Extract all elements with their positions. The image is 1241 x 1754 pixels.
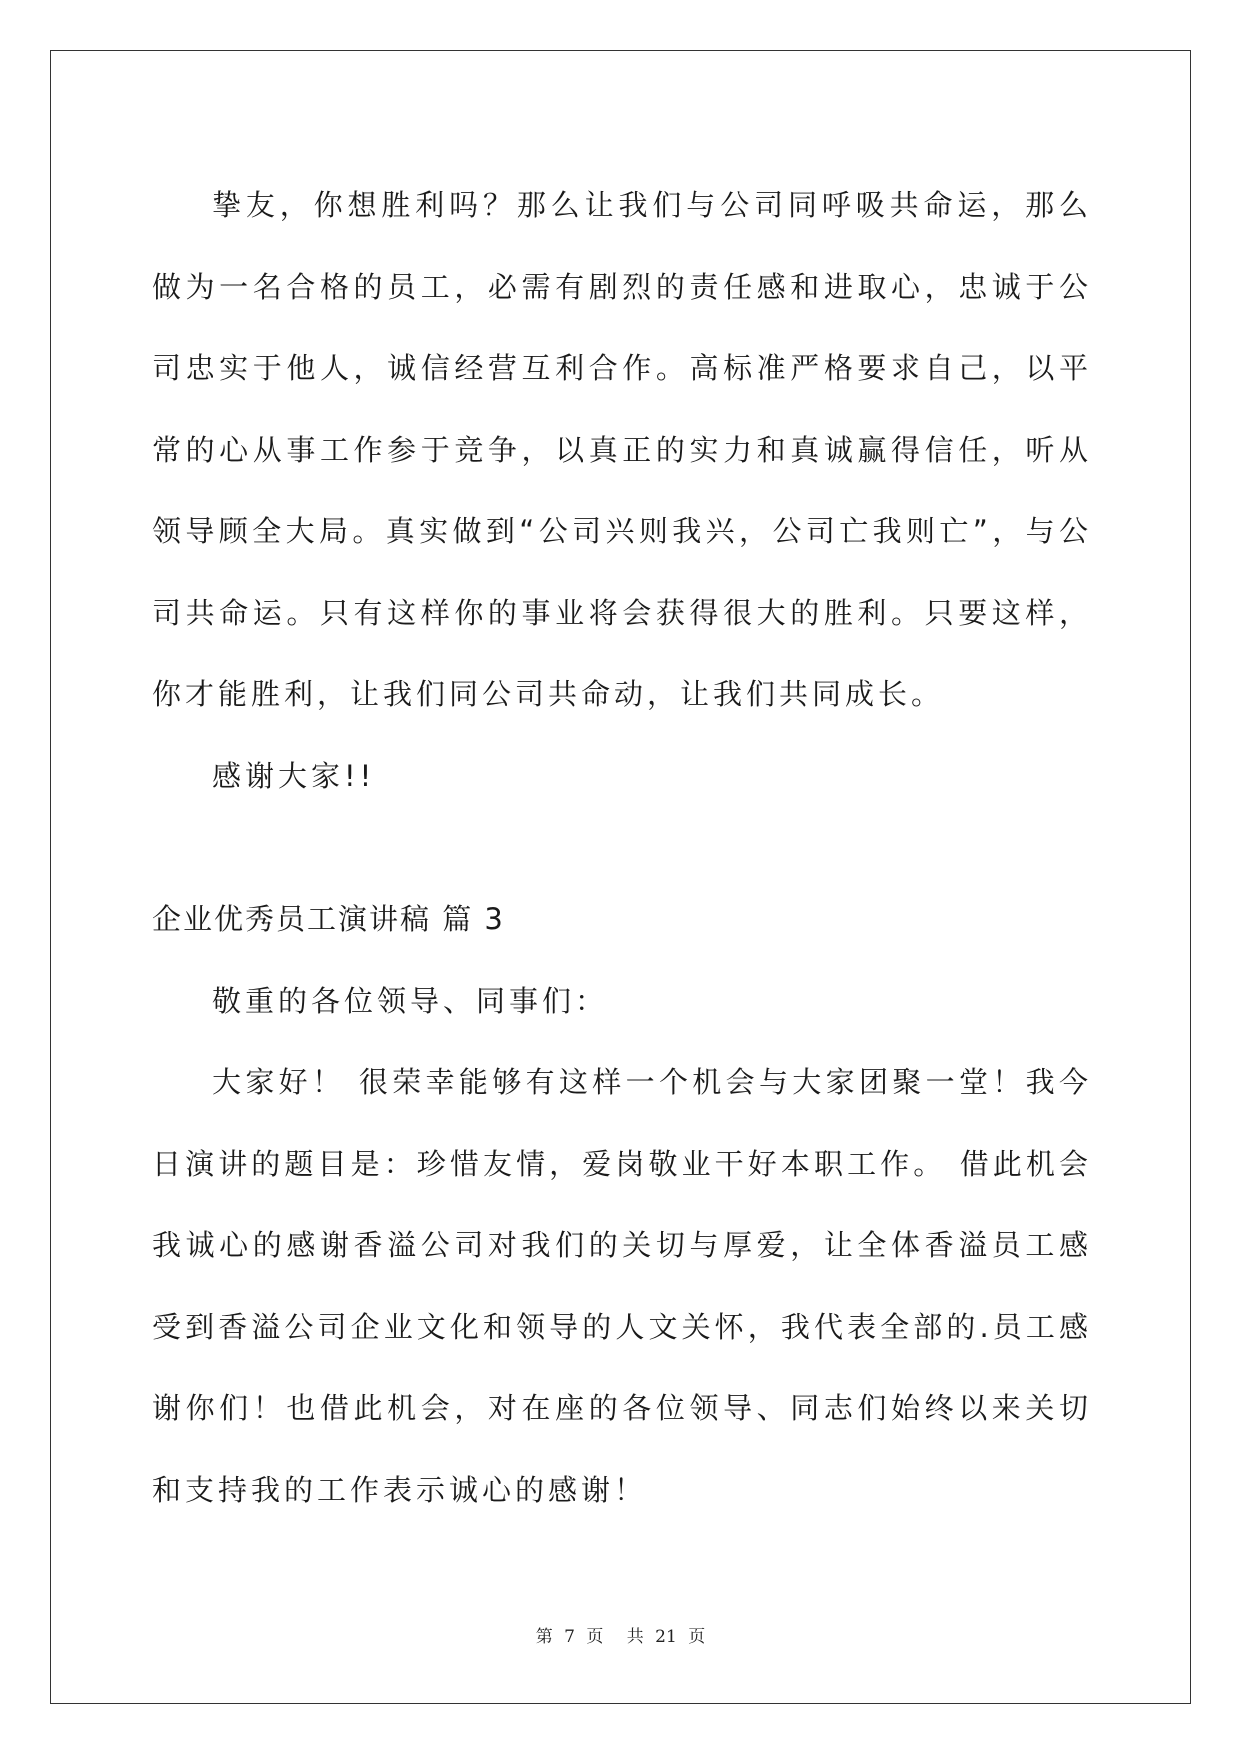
- document-body: [152, 165, 1092, 1531]
- section-heading: 企业优秀员工演讲稿 篇 3: [152, 902, 505, 936]
- page-number: 第 7 页: [535, 1627, 604, 1647]
- section-spacer: [152, 817, 1092, 879]
- page-total: 共 21 页: [626, 1627, 706, 1647]
- page-footer: [0, 1622, 1241, 1647]
- salutation-paragraph: 敬重的各位领导、同事们：: [212, 983, 609, 1018]
- speech-paragraph: 大家好！ 很荣幸能够有这样一个机会与大家团聚一堂！我今日演讲的题目是：珍惜友情，爱岗敬业干好本职工作。 借此机会我诚心的感谢香溢公司对我们的关切与厚爱，让全体香溢员工感受到香溢公司企业文化和领导的人文关怀，我代表全部的.员工感谢你们！也借此机会，对在座的各位领导、同志们始终以来关切和支持我的工作表示诚心的感谢！: [152, 1065, 1092, 1507]
- paragraph-2: 感谢大家!!: [212, 758, 376, 793]
- paragraph-1: 挚友，你想胜利吗？那么让我们与公司同呼吸共命运，那么做为一名合格的员工，必需有剧烈的责任感和进取心，忠诚于公司忠实于他人，诚信经营互利合作。高标准严格要求自己，以平常的心从事工作参于竞争，以真正的实力和真诚赢得信任，听从领导顾全大局。真实做到“公司兴则我兴，公司亡我则亡”，与公司共命运。只有这样你的事业将会获得很大的胜利。只要这样，你才能胜利，让我们同公司共命动，让我们共同成长。: [152, 188, 1092, 711]
